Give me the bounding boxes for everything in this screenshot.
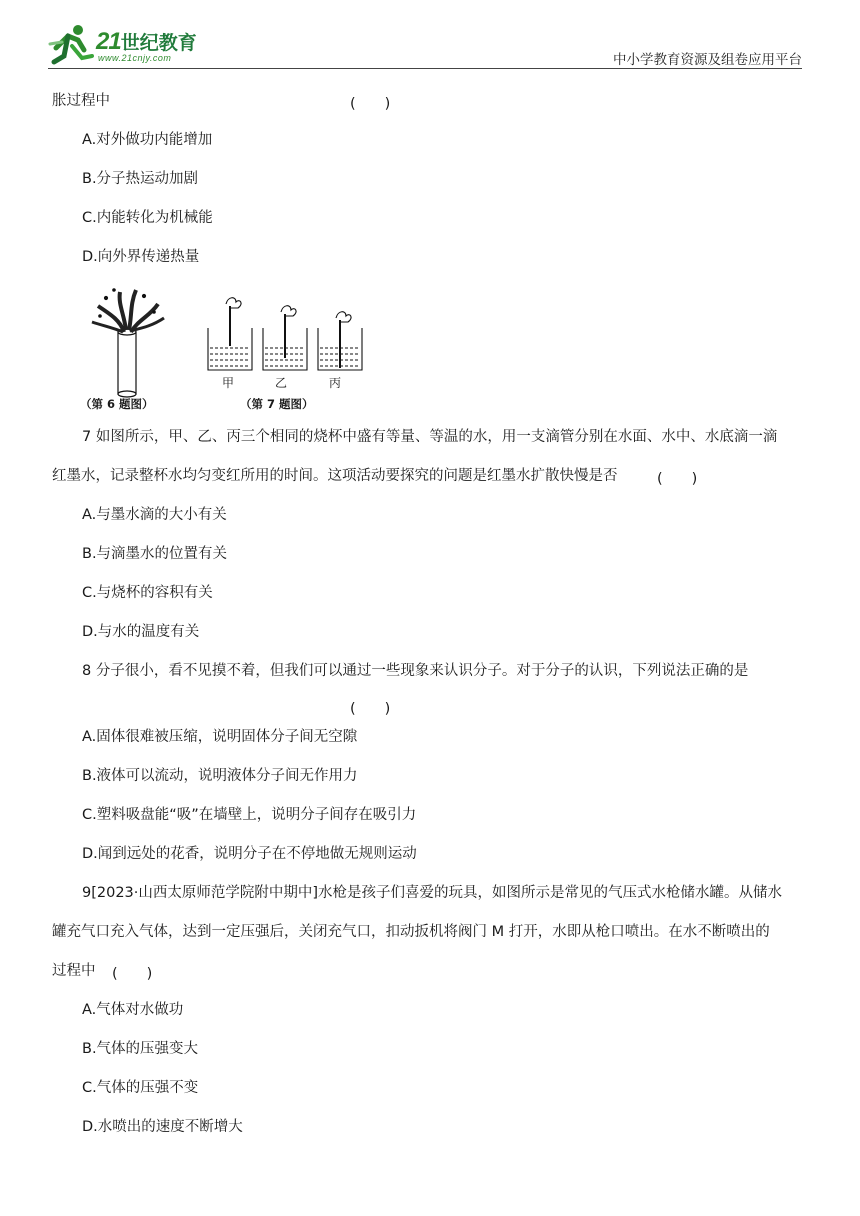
q7-option-a: A.与墨水滴的大小有关 xyxy=(82,507,227,523)
figures-illustration xyxy=(80,286,380,414)
fig7-caption: （第 7 题图） xyxy=(240,397,314,411)
q8-option-c: C.塑料吸盘能“吸”在墙壁上，说明分子间存在吸引力 xyxy=(82,807,417,823)
fig6-tube-illustration xyxy=(92,289,164,397)
q9-option-a: A.气体对水做功 xyxy=(82,1002,184,1018)
q7-stem-line1: 7 如图所示，甲、乙、丙三个相同的烧杯中盛有等量、等温的水，用一支滴管分别在水面、水中、水底滴一滴 xyxy=(82,429,778,445)
q7-answer-paren: ( ) xyxy=(657,471,698,487)
q6-option-c: C.内能转化为机械能 xyxy=(82,210,213,226)
beaker-label-jia: 甲 xyxy=(222,376,235,390)
q8-option-a: A.固体很难被压缩，说明固体分子间无空隙 xyxy=(82,729,358,745)
q8-option-b: B.液体可以流动，说明液体分子间无作用力 xyxy=(82,768,358,784)
q8-answer-paren: ( ) xyxy=(350,701,391,717)
q6-answer-paren: ( ) xyxy=(350,96,391,112)
page-header xyxy=(48,22,802,69)
logo-text: 21世纪教育 xyxy=(96,28,197,55)
q9-option-d: D.水喷出的速度不断增大 xyxy=(82,1119,243,1135)
q8-stem-line1: 8 分子很小，看不见摸不着，但我们可以通过一些现象来认识分子。对于分子的认识，下列说法正确的是 xyxy=(82,663,749,679)
q7-option-d: D.与水的温度有关 xyxy=(82,624,200,640)
figures-area xyxy=(80,286,380,414)
q7-option-c: C.与烧杯的容积有关 xyxy=(82,585,213,601)
logo xyxy=(48,22,228,66)
fig6-caption: （第 6 题图） xyxy=(80,397,154,411)
beaker-label-bing: 丙 xyxy=(329,376,342,390)
q6-stem-tail: 胀过程中 xyxy=(52,93,110,109)
platform-title: 中小学教育资源及组卷应用平台 xyxy=(613,52,802,68)
logo-url: www.21cnjy.com xyxy=(98,53,172,63)
q9-stem-line2: 罐充气口充入气体，达到一定压强后，关闭充气口，扣动扳机将阀门 M 打开，水即从枪口喷出。在水不断喷出的 xyxy=(52,924,770,940)
q6-option-a: A.对外做功内能增加 xyxy=(82,132,213,148)
q9-stem-line3: 过程中 xyxy=(52,963,96,979)
q9-answer-paren: ( ) xyxy=(112,966,153,982)
q9-option-c: C.气体的压强不变 xyxy=(82,1080,199,1096)
beaker-label-yi: 乙 xyxy=(275,376,288,390)
q6-option-b: B.分子热运动加剧 xyxy=(82,171,199,187)
q7-stem-line2: 红墨水，记录整杯水均匀变红所用的时间。这项活动要探究的问题是红墨水扩散快慢是否 xyxy=(52,468,618,484)
runner-logo-icon xyxy=(48,22,94,66)
q7-option-b: B.与滴墨水的位置有关 xyxy=(82,546,228,562)
q6-option-d: D.向外界传递热量 xyxy=(82,249,200,265)
q9-option-b: B.气体的压强变大 xyxy=(82,1041,199,1057)
fig7-beakers-illustration xyxy=(208,298,362,370)
q8-option-d: D.闻到远处的花香，说明分子在不停地做无规则运动 xyxy=(82,846,417,862)
q9-stem-line1: 9[2023·山西太原师范学院附中期中]水枪是孩子们喜爱的玩具，如图所示是常见的气压式水枪储水罐。从储水 xyxy=(82,885,783,901)
